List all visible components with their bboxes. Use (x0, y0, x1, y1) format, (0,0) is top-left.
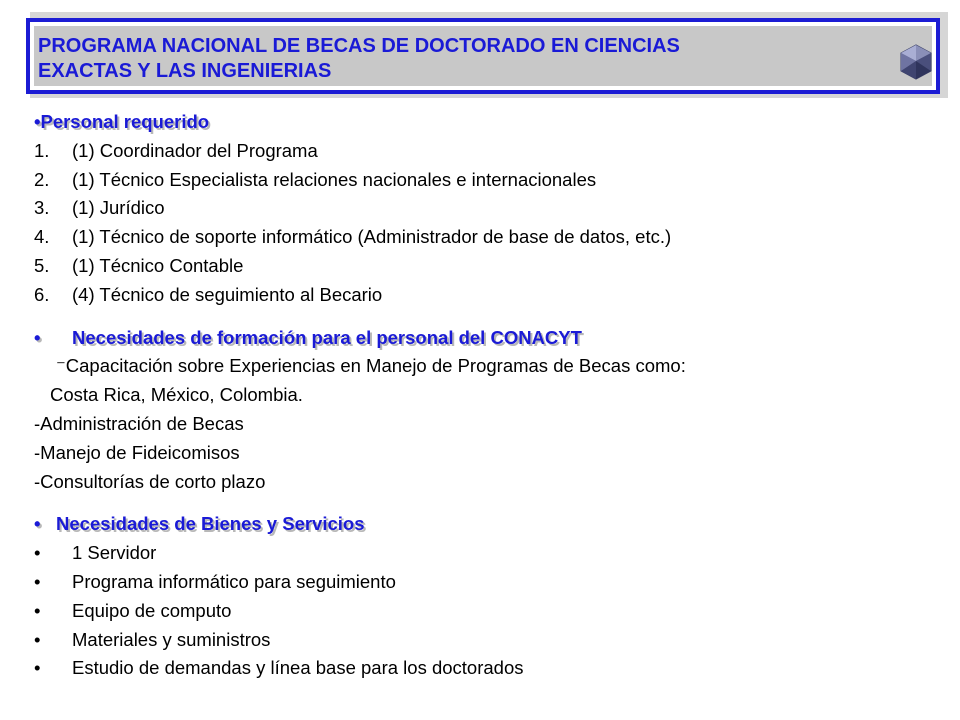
formacion-line-1: ⁻Capacitación sobre Experiencias en Manejo de Programas de Becas como: (56, 355, 686, 377)
bullet: • (34, 628, 41, 650)
list-item (34, 654, 934, 683)
list-item: -Consultorías de corto plazo (34, 470, 266, 492)
list-text: (1) Coordinador del Programa (72, 139, 318, 161)
formacion-list (34, 410, 934, 496)
bullet: • (34, 599, 41, 621)
list-text: (1) Jurídico (72, 197, 165, 219)
list-text: (1) Técnico Especialista relaciones nacionales e internacionales (72, 168, 597, 190)
list-item (34, 194, 934, 223)
personal-list (34, 137, 934, 310)
bullet: • (34, 542, 41, 564)
list-text: Programa informático para seguimiento (72, 570, 396, 592)
personal-heading: •Personal requerido (34, 111, 210, 132)
list-item (34, 568, 934, 597)
list-text: (4) Técnico de seguimiento al Becario (72, 283, 383, 305)
list-number: 5. (34, 254, 50, 276)
list-text: Materiales y suministros (72, 628, 271, 650)
list-item: -Administración de Becas (34, 412, 244, 434)
list-number: 4. (34, 226, 50, 248)
content-area (34, 108, 934, 683)
bullet: • (34, 657, 41, 679)
list-item (34, 539, 934, 568)
gem-icon (898, 44, 934, 80)
title-line-1: PROGRAMA NACIONAL DE BECAS DE DOCTORADO EN CIENCIAS (38, 35, 680, 57)
list-text: Estudio de demandas y línea base para los doctorados (72, 657, 524, 679)
formacion-heading: Necesidades de formación para el personal del CONACYT (72, 326, 582, 348)
list-number: 3. (34, 197, 50, 219)
list-item (34, 281, 934, 310)
list-item (34, 166, 934, 195)
list-number: 1. (34, 139, 50, 161)
list-item (34, 223, 934, 252)
bienes-heading-row (34, 510, 934, 539)
formacion-line-2: Costa Rica, México, Colombia. (50, 384, 303, 406)
list-item (34, 597, 934, 626)
bullet: • (34, 570, 41, 592)
header-inner (34, 26, 932, 86)
list-text: Equipo de computo (72, 599, 232, 621)
bienes-heading: Necesidades de Bienes y Servicios (56, 513, 365, 535)
title-line-2: EXACTAS Y LAS INGENIERIAS (38, 60, 332, 82)
bienes-list (34, 539, 934, 683)
list-text: (1) Técnico Contable (72, 254, 244, 276)
bullet: • (34, 326, 41, 348)
list-text: 1 Servidor (72, 542, 157, 564)
header-box (26, 18, 940, 94)
list-item: -Manejo de Fideicomisos (34, 441, 240, 463)
list-text: (1) Técnico de soporte informático (Administrador de base de datos, etc.) (72, 226, 672, 248)
list-item (34, 252, 934, 281)
formacion-heading-row (34, 324, 934, 353)
list-number: 2. (34, 168, 50, 190)
list-item (34, 626, 934, 655)
list-item (34, 137, 934, 166)
page-title (38, 34, 858, 84)
list-number: 6. (34, 283, 50, 305)
bullet: • (34, 513, 41, 535)
